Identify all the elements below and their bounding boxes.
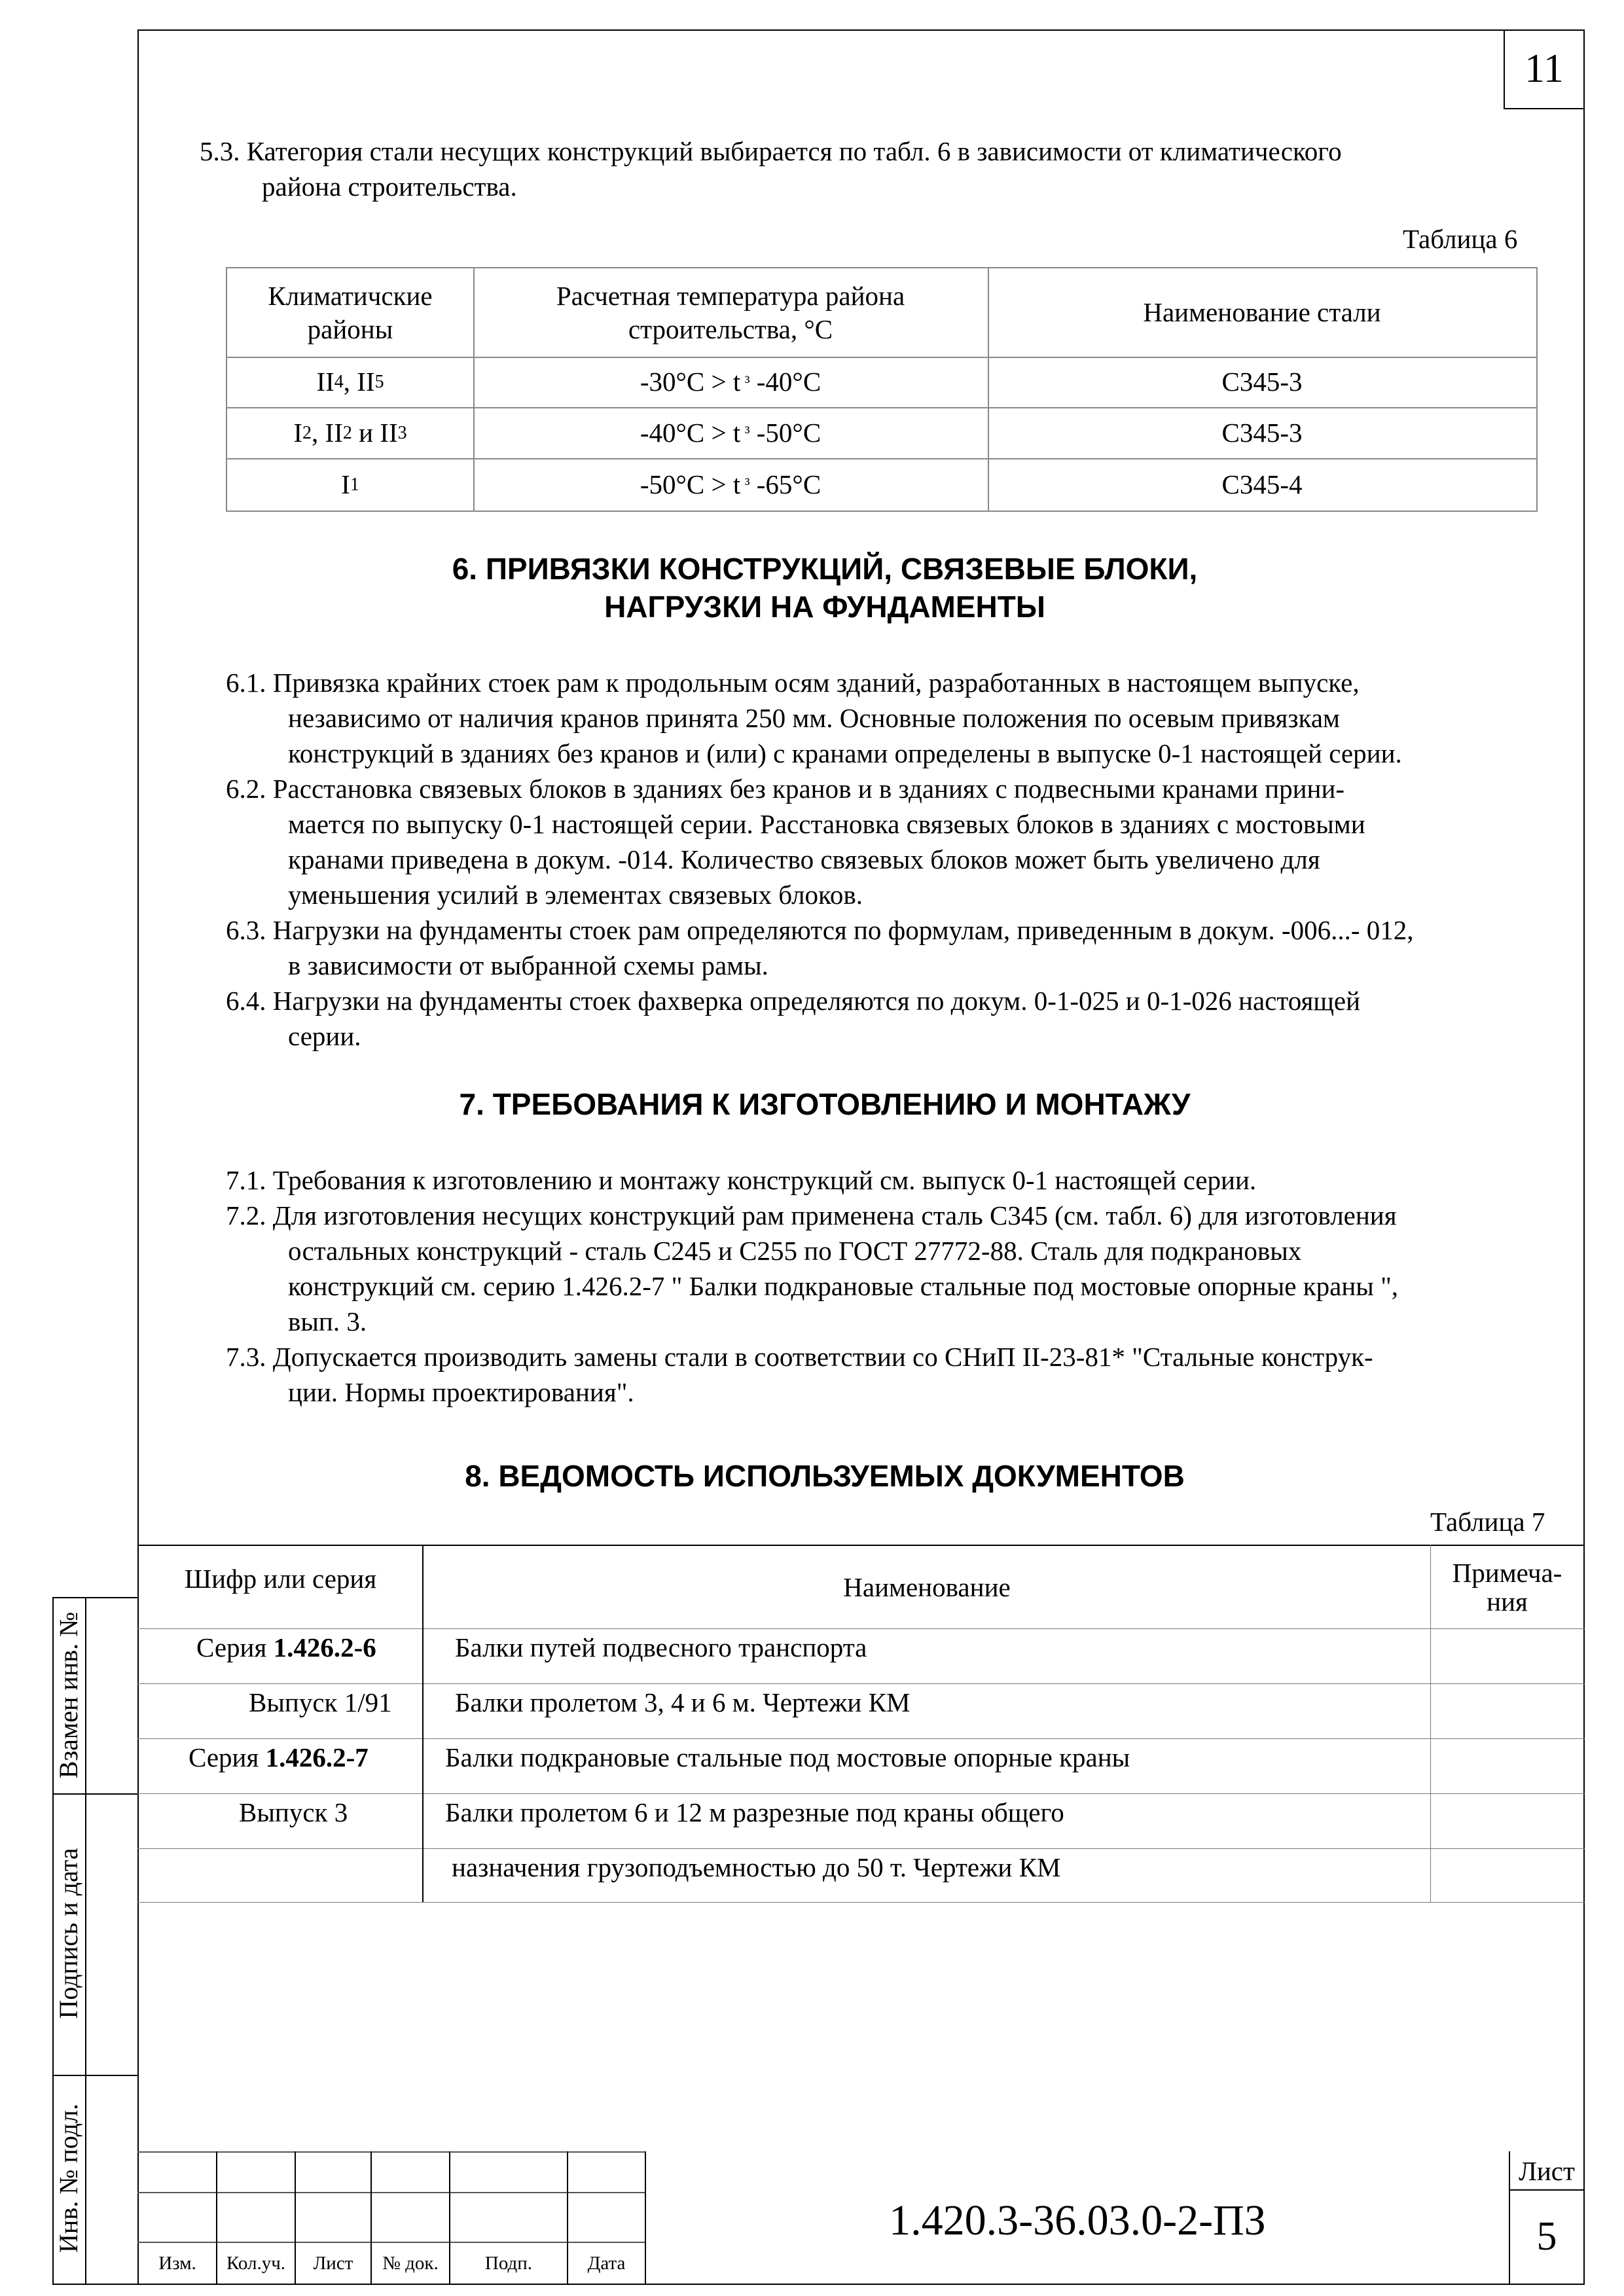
table7-header-name: Наименование [843, 1571, 1011, 1602]
table7-row3-code: Серия 1.426.2-7 [189, 1742, 369, 1772]
item-6-2-l1: 6.2. Расстановка связевых блоков в зданиях без кранов и в зданиях с подвесными кранами прини- [226, 774, 1345, 804]
table7-row1-code: Серия 1.426.2-6 [196, 1632, 376, 1662]
stamp-doc-code: 1.420.3-36.03.0-2-ПЗ [889, 2197, 1266, 2244]
table6-caption: Таблица 6 [1403, 224, 1518, 254]
item-5-3-line2: района строительства. [262, 171, 517, 202]
table6-row2-temp: -40°С > t ³ -50°С [640, 417, 821, 448]
table6-row1-steel: С345-3 [1221, 367, 1303, 397]
section7-title: 7. ТРЕБОВАНИЯ К ИЗГОТОВЛЕНИЮ И МОНТАЖУ [459, 1087, 1191, 1121]
item-6-2-l3: кранами приведена в докум. -014. Количество связевых блоков может быть увеличено для [288, 844, 1320, 874]
frame-right [1583, 29, 1585, 2284]
table6-row2-steel: С345-3 [1221, 417, 1303, 448]
item-6-2-l4: уменьшения усилий в элементах связевых блоков. [288, 880, 863, 910]
stamp-col-change: Изм. [158, 2252, 196, 2274]
frame-left [137, 29, 139, 2284]
table7-caption: Таблица 7 [1430, 1507, 1545, 1537]
table6-header-steel: Наименование стали [1143, 297, 1381, 327]
table7-header-note: Примеча- ния [1452, 1558, 1562, 1617]
table6-row3-temp: -50°С > t ³ -65°С [640, 469, 821, 499]
table6-row3-steel: С345-4 [1221, 469, 1303, 499]
stamp-col-docnum: № док. [382, 2252, 439, 2274]
section6-title-line1: 6. ПРИВЯЗКИ КОНСТРУКЦИЙ, СВЯЗЕВЫЕ БЛОКИ, [452, 552, 1198, 586]
item-7-3-l1: 7.3. Допускается производить замены стали в соответствии со СНиП II-23-81* "Стальные конструк- [226, 1342, 1373, 1372]
item-7-2-l2: остальных конструкций - сталь С245 и С255 по ГОСТ 27772-88. Сталь для подкрановых [288, 1236, 1302, 1266]
table6-row1-district: II 4 , II 5 [316, 367, 384, 397]
item-7-2-l3: конструкций см. серию 1.426.2-7 " Балки подкрановые стальные под мостовые опорные краны ", [288, 1271, 1399, 1301]
item-6-1-l3: конструкций в зданиях без кранов и (или) с кранами определены в выпуске 0-1 настоящей серии. [288, 738, 1402, 768]
table7-row3-name: Балки подкрановые стальные под мостовые опорные краны [445, 1742, 1130, 1772]
table6-row1-temp: -30°С > t ³ -40°С [640, 367, 821, 397]
frame-bottom [52, 2284, 1585, 2285]
table7-row4-name: Балки пролетом 6 и 12 м разрезные под краны общего [445, 1797, 1064, 1827]
side-label-replace: Взамен инв. № [54, 1611, 83, 1779]
item-6-4-l2: серии. [288, 1021, 361, 1051]
stamp-sheet-label: Лист [1519, 2155, 1575, 2186]
stamp-col-sign: Подп. [484, 2252, 533, 2274]
item-6-1-l1: 6.1. Привязка крайних стоек рам к продольным осям зданий, разработанных в настоящем выпуске, [226, 668, 1360, 698]
table7-row4-code: Выпуск 3 [239, 1797, 348, 1827]
table6-row2-district: I 2 , II 2 и II 3 [293, 417, 407, 448]
table6-header-temp: Расчетная температура района строительства, °С [556, 280, 905, 344]
table7-row1-name: Балки путей подвесного транспорта [455, 1632, 867, 1662]
item-7-2-l4: вып. 3. [288, 1306, 367, 1336]
item-6-2-l2: мается по выпуску 0-1 настоящей серии. Расстановка связевых блоков в зданиях с мостовыми [288, 809, 1365, 839]
table7-row2-code: Выпуск 1/91 [249, 1687, 392, 1717]
table7-header-code: Шифр или серия [184, 1563, 377, 1594]
item-7-1: 7.1. Требования к изготовлению и монтажу конструкций см. выпуск 0-1 настоящей серии. [226, 1165, 1257, 1195]
stamp-col-qty: Кол.уч. [226, 2252, 286, 2274]
stamp-col-sheet: Лист [313, 2252, 353, 2274]
frame-top [137, 29, 1585, 31]
page-corner-number: 11 [1525, 46, 1564, 91]
item-6-3-l1: 6.3. Нагрузки на фундаменты стоек рам определяются по формулам, приведенным в докум. -006...- 012, [226, 915, 1414, 945]
stamp-sheet-number: 5 [1536, 2214, 1557, 2259]
section6-title-line2: НАГРУЗКИ НА ФУНДАМЕНТЫ [604, 590, 1045, 624]
stamp-col-date: Дата [587, 2252, 626, 2274]
item-6-4-l1: 6.4. Нагрузки на фундаменты стоек фахверка определяются по докум. 0-1-025 и 0-1-026 настоящей [226, 986, 1361, 1016]
item-6-1-l2: независимо от наличия кранов принята 250 мм. Основные положения по осевым привязкам [288, 703, 1340, 733]
item-6-3-l2: в зависимости от выбранной схемы рамы. [288, 950, 768, 980]
section8-title: 8. ВЕДОМОСТЬ ИСПОЛЬЗУЕМЫХ ДОКУМЕНТОВ [465, 1459, 1185, 1493]
table6-row3-district: I 1 [341, 469, 359, 499]
side-label-sign: Подпись и дата [54, 1848, 83, 2019]
table7-row5-name: назначения грузоподъемностью до 50 т. Чертежи КМ [452, 1852, 1061, 1882]
item-5-3-line1: 5.3. Категория стали несущих конструкций выбирается по табл. 6 в зависимости от климатического [200, 136, 1342, 166]
item-7-2-l1: 7.2. Для изготовления несущих конструкций рам применена сталь С345 (см. табл. 6) для изготовления [226, 1200, 1397, 1230]
table6 [226, 267, 1538, 512]
side-label-inv: Инв. № подл. [54, 2104, 83, 2253]
item-7-3-l2: ции. Нормы проектирования". [288, 1377, 634, 1407]
table6-header-districts: Климатичские районы [268, 280, 433, 344]
table7-row2-name: Балки пролетом 3, 4 и 6 м. Чертежи КМ [455, 1687, 911, 1717]
